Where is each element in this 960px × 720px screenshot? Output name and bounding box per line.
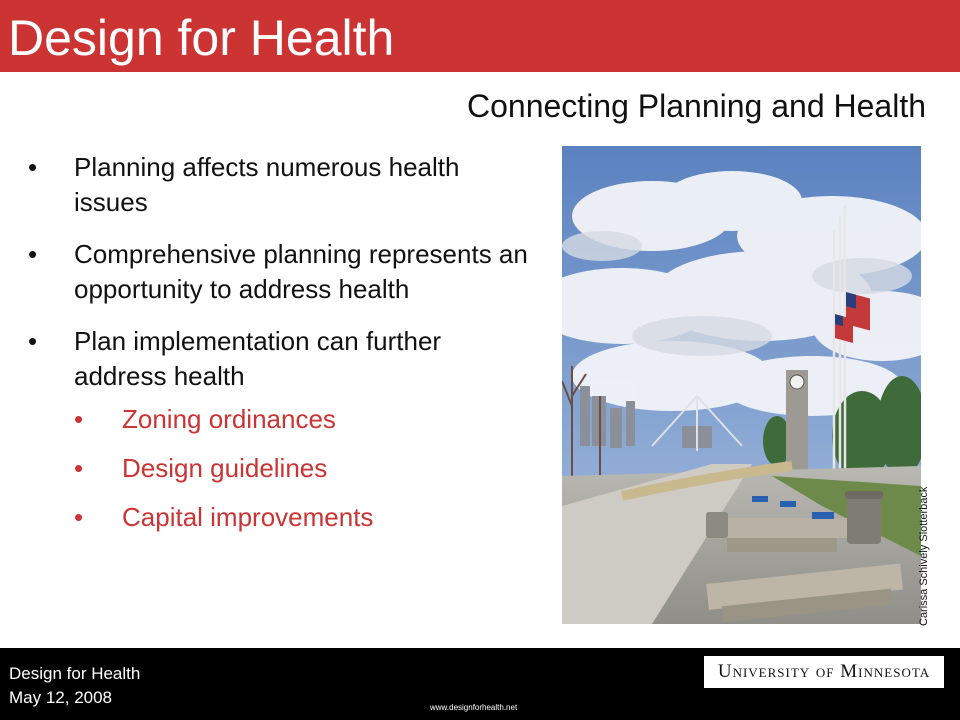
sub-bullet-list (74, 402, 538, 535)
plaza-photo-illustration (562, 146, 921, 624)
bullet-item: • Comprehensive planning represents an opportunity to address health (28, 237, 538, 307)
slide-subtitle: Connecting Planning and Health (467, 88, 926, 124)
bullet-item (28, 324, 538, 535)
sub-bullet-item: • Design guidelines (74, 451, 538, 486)
university-logo: University of Minnesota (704, 656, 944, 688)
slide-header-title: Design for Health (8, 10, 395, 66)
photo-credit: Carissa Schively Slotterback (918, 486, 930, 626)
sub-bullet-item: • Capital improvements (74, 500, 538, 535)
bullet-text: Plan implementation can further address health (74, 326, 442, 391)
bullet-list (28, 150, 538, 552)
sub-bullet-item: • Zoning ordinances (74, 402, 538, 437)
bullet-item: • Planning affects numerous health issues (28, 150, 538, 220)
footer-date: May 12, 2008 (9, 688, 113, 707)
plaza-photo (562, 146, 921, 624)
footer-url[interactable]: www.designforhealth.net (430, 703, 518, 712)
footer-org: Design for Health (9, 664, 141, 683)
header-bar (0, 0, 960, 72)
